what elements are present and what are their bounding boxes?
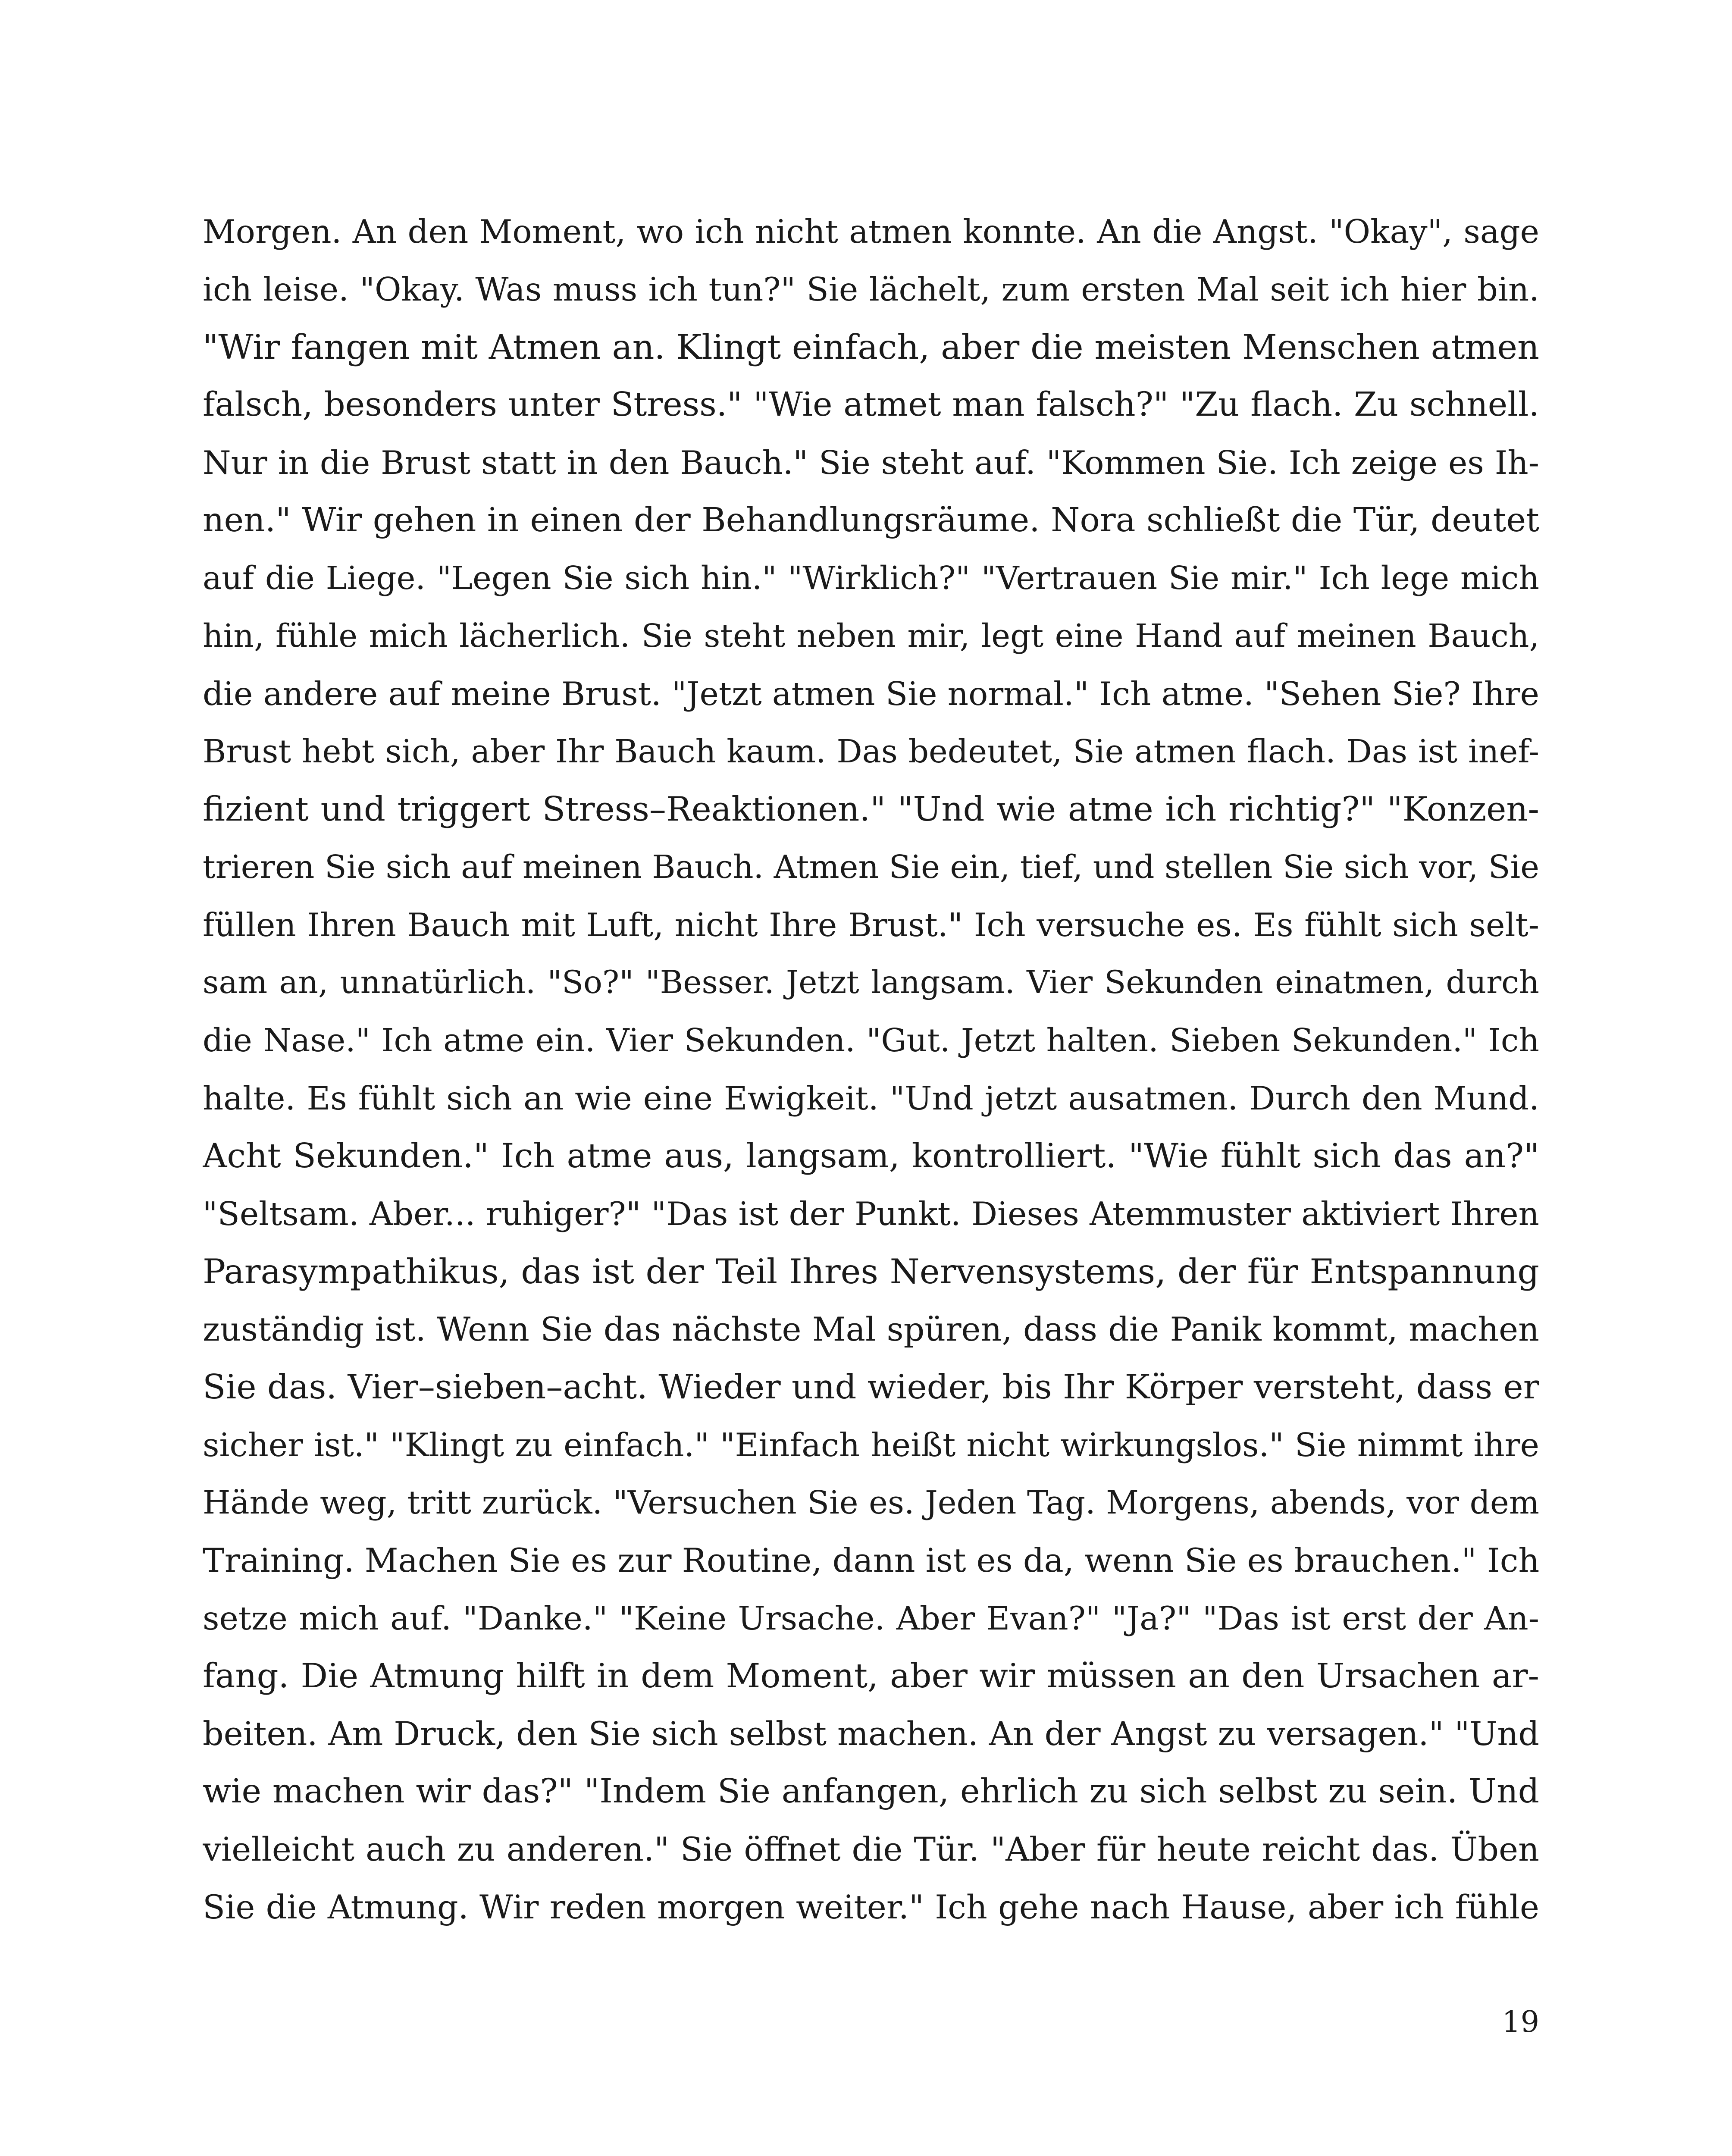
- body-text: [203, 203, 1539, 1936]
- text-line: sicher ist." "Klingt zu einfach." "Einfach heißt nicht wirkungslos." Sie nimmt ihre: [203, 1426, 1539, 1464]
- page-number: 19: [1502, 2005, 1539, 2039]
- text-line: füllen Ihren Bauch mit Luft, nicht Ihre Brust." Ich versuche es. Es fühlt sich selt-: [203, 906, 1539, 944]
- text-line: die Nase." Ich atme ein. Vier Sekunden. "Gut. Jetzt halten. Sieben Sekunden." Ich: [203, 1022, 1539, 1059]
- text-line: nen." Wir gehen in einen der Behandlungsräume. Nora schließt die Tür, deutet: [203, 501, 1539, 539]
- text-line: setze mich auf. "Danke." "Keine Ursache. Aber Evan?" "Ja?" "Das ist erst der An-: [203, 1599, 1539, 1637]
- text-line: Nur in die Brust statt in den Bauch." Sie steht auf. "Kommen Sie. Ich zeige es Ih-: [203, 444, 1539, 482]
- text-line: Sie die Atmung. Wir reden morgen weiter." Ich gehe nach Hause, aber ich fühle: [203, 1888, 1539, 1926]
- text-line: Sie das. Vier–sieben–acht. Wieder und wieder, bis Ihr Körper versteht, dass er: [203, 1368, 1539, 1407]
- text-line: die andere auf meine Brust. "Jetzt atmen Sie normal." Ich atme. "Sehen Sie? Ihre: [203, 675, 1539, 713]
- text-line: "Wir fangen mit Atmen an. Klingt einfach, aber die meisten Menschen atmen: [203, 327, 1539, 367]
- text-line: ich leise. "Okay. Was muss ich tun?" Sie lächelt, zum ersten Mal seit ich hier bin.: [203, 270, 1539, 308]
- text-line: halte. Es fühlt sich an wie eine Ewigkeit. "Und jetzt ausatmen. Durch den Mund.: [203, 1079, 1539, 1117]
- text-line: Training. Machen Sie es zur Routine, dann ist es da, wenn Sie es brauchen." Ich: [203, 1541, 1539, 1579]
- text-line: auf die Liege. "Legen Sie sich hin." "Wirklich?" "Vertrauen Sie mir." Ich lege mich: [203, 560, 1539, 597]
- text-line: hin, fühle mich lächerlich. Sie steht neben mir, legt eine Hand auf meinen Bauch,: [203, 617, 1539, 655]
- text-line: Parasympathikus, das ist der Teil Ihres Nervensystems, der für Entspannung: [203, 1252, 1539, 1291]
- text-line: "Seltsam. Aber... ruhiger?" "Das ist der Punkt. Dieses Atemmuster aktiviert Ihren: [203, 1195, 1539, 1233]
- text-line: sam an, unnatürlich. "So?" "Besser. Jetzt langsam. Vier Sekunden einatmen, durch: [203, 964, 1539, 1001]
- text-line: vielleicht auch zu anderen." Sie öffnet die Tür. "Aber für heute reicht das. Üben: [203, 1830, 1539, 1868]
- text-line: beiten. Am Druck, den Sie sich selbst machen. An der Angst zu versagen." "Und: [203, 1714, 1539, 1753]
- text-line: zuständig ist. Wenn Sie das nächste Mal spüren, dass die Panik kommt, machen: [203, 1310, 1539, 1348]
- text-line: falsch, besonders unter Stress." "Wie atmet man falsch?" "Zu flach. Zu schnell.: [203, 385, 1539, 424]
- text-line: wie machen wir das?" "Indem Sie anfangen, ehrlich zu sich selbst zu sein. Und: [203, 1772, 1539, 1811]
- text-line: fang. Die Atmung hilft in dem Moment, aber wir müssen an den Ursachen ar-: [203, 1657, 1539, 1695]
- text-line: Brust hebt sich, aber Ihr Bauch kaum. Das bedeutet, Sie atmen flach. Das ist inef-: [203, 733, 1539, 770]
- text-line: fizient und triggert Stress–Reaktionen." "Und wie atme ich richtig?" "Konzen-: [203, 790, 1539, 829]
- text-line: Hände weg, tritt zurück. "Versuchen Sie es. Jeden Tag. Morgens, abends, vor dem: [203, 1484, 1539, 1521]
- text-line: trieren Sie sich auf meinen Bauch. Atmen Sie ein, tief, und stellen Sie sich vor, Sie: [203, 849, 1539, 886]
- text-line: Acht Sekunden." Ich atme aus, langsam, kontrolliert. "Wie fühlt sich das an?": [203, 1137, 1539, 1175]
- text-line: Morgen. An den Moment, wo ich nicht atmen konnte. An die Angst. "Okay", sage: [203, 213, 1539, 251]
